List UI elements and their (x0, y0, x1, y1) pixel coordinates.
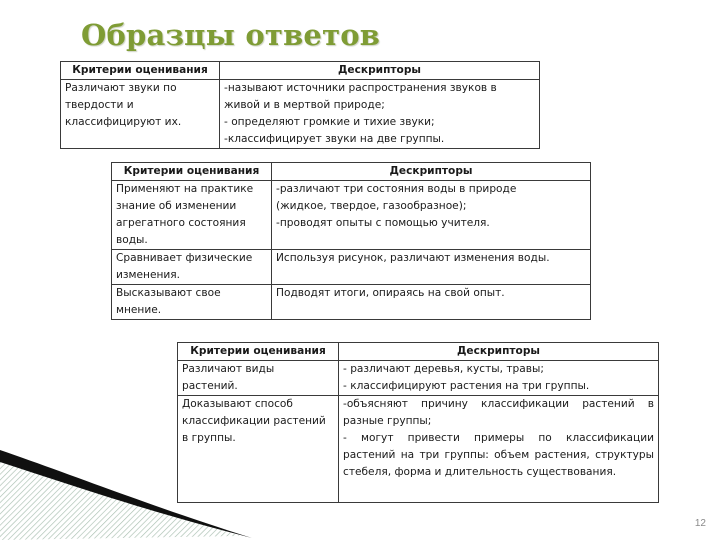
criteria-line: классификации растений (182, 415, 326, 427)
header-descriptors: Дескрипторы (272, 163, 591, 181)
descriptor-cell (220, 80, 540, 149)
criteria-line: в группы. (182, 432, 236, 444)
page-number: 12 (694, 518, 706, 529)
criteria-cell (112, 285, 272, 320)
criteria-cell (178, 361, 339, 396)
descriptor-line: - различают деревья, кусты, травы; (343, 363, 544, 375)
criteria-line: воды. (116, 234, 148, 246)
criteria-table-water (111, 162, 591, 320)
descriptor-line: - определяют громкие и тихие звуки; (224, 116, 435, 128)
header-descriptors: Дескрипторы (220, 62, 540, 80)
table-row (178, 361, 659, 396)
descriptor-cell (272, 285, 591, 320)
descriptor-cell (272, 250, 591, 285)
descriptor-line: -классифицирует звуки на две группы. (224, 133, 445, 145)
descriptor-line: (жидкое, твердое, газообразное); (276, 200, 467, 212)
slide-title: Образцы ответов (81, 18, 381, 52)
criteria-line: твердости и (65, 99, 134, 111)
descriptor-line: живой и в мертвой природе; (224, 99, 385, 111)
criteria-line: знание об изменении (116, 200, 237, 212)
criteria-cell (112, 250, 272, 285)
criteria-line: Применяют на практике (116, 183, 254, 195)
descriptor-line: - классифицируют растения на три группы. (343, 380, 590, 392)
table-row (112, 250, 591, 285)
descriptor-paragraph: - могут привести примеры по классификации растений на три группы: объем растения, структуры стебеля, форма и длительность существования. (343, 432, 654, 478)
header-descriptors: Дескрипторы (339, 343, 659, 361)
table-row (61, 80, 540, 149)
criteria-line: мнение. (116, 304, 162, 316)
criteria-line: Различают виды (182, 363, 275, 375)
criteria-line: Сравнивает физические (116, 252, 253, 264)
criteria-line: агрегатного состояния (116, 217, 246, 229)
table-row (112, 285, 591, 320)
criteria-line: классифицируют их. (65, 116, 182, 128)
descriptor-line: -различают три состояния воды в природе (276, 183, 517, 195)
table-header-row (61, 62, 540, 80)
table-header-row (178, 343, 659, 361)
criteria-cell (112, 181, 272, 250)
criteria-cell (61, 80, 220, 149)
criteria-line: Доказывают способ (182, 398, 293, 410)
descriptor-line: -проводят опыты с помощью учителя. (276, 217, 490, 229)
criteria-table-sounds (60, 61, 540, 149)
table-header-row (112, 163, 591, 181)
descriptor-cell (339, 396, 659, 503)
criteria-line: изменения. (116, 269, 181, 281)
descriptor-line: Подводят итоги, опираясь на свой опыт. (276, 287, 505, 299)
descriptor-paragraph: -объясняют причину классификации растений в разные группы; (343, 398, 654, 427)
decorative-swoosh (0, 440, 260, 540)
descriptor-cell (339, 361, 659, 396)
criteria-line: Высказывают свое (116, 287, 221, 299)
table-row (112, 181, 591, 250)
header-criteria: Критерии оценивания (61, 62, 220, 80)
descriptor-cell (272, 181, 591, 250)
descriptor-line: Используя рисунок, различают изменения воды. (276, 252, 550, 264)
criteria-line: Различают звуки по (65, 82, 177, 94)
descriptor-line: -называют источники распространения звуков в (224, 82, 497, 94)
criteria-line: растений. (182, 380, 238, 392)
header-criteria: Критерии оценивания (112, 163, 272, 181)
header-criteria: Критерии оценивания (178, 343, 339, 361)
